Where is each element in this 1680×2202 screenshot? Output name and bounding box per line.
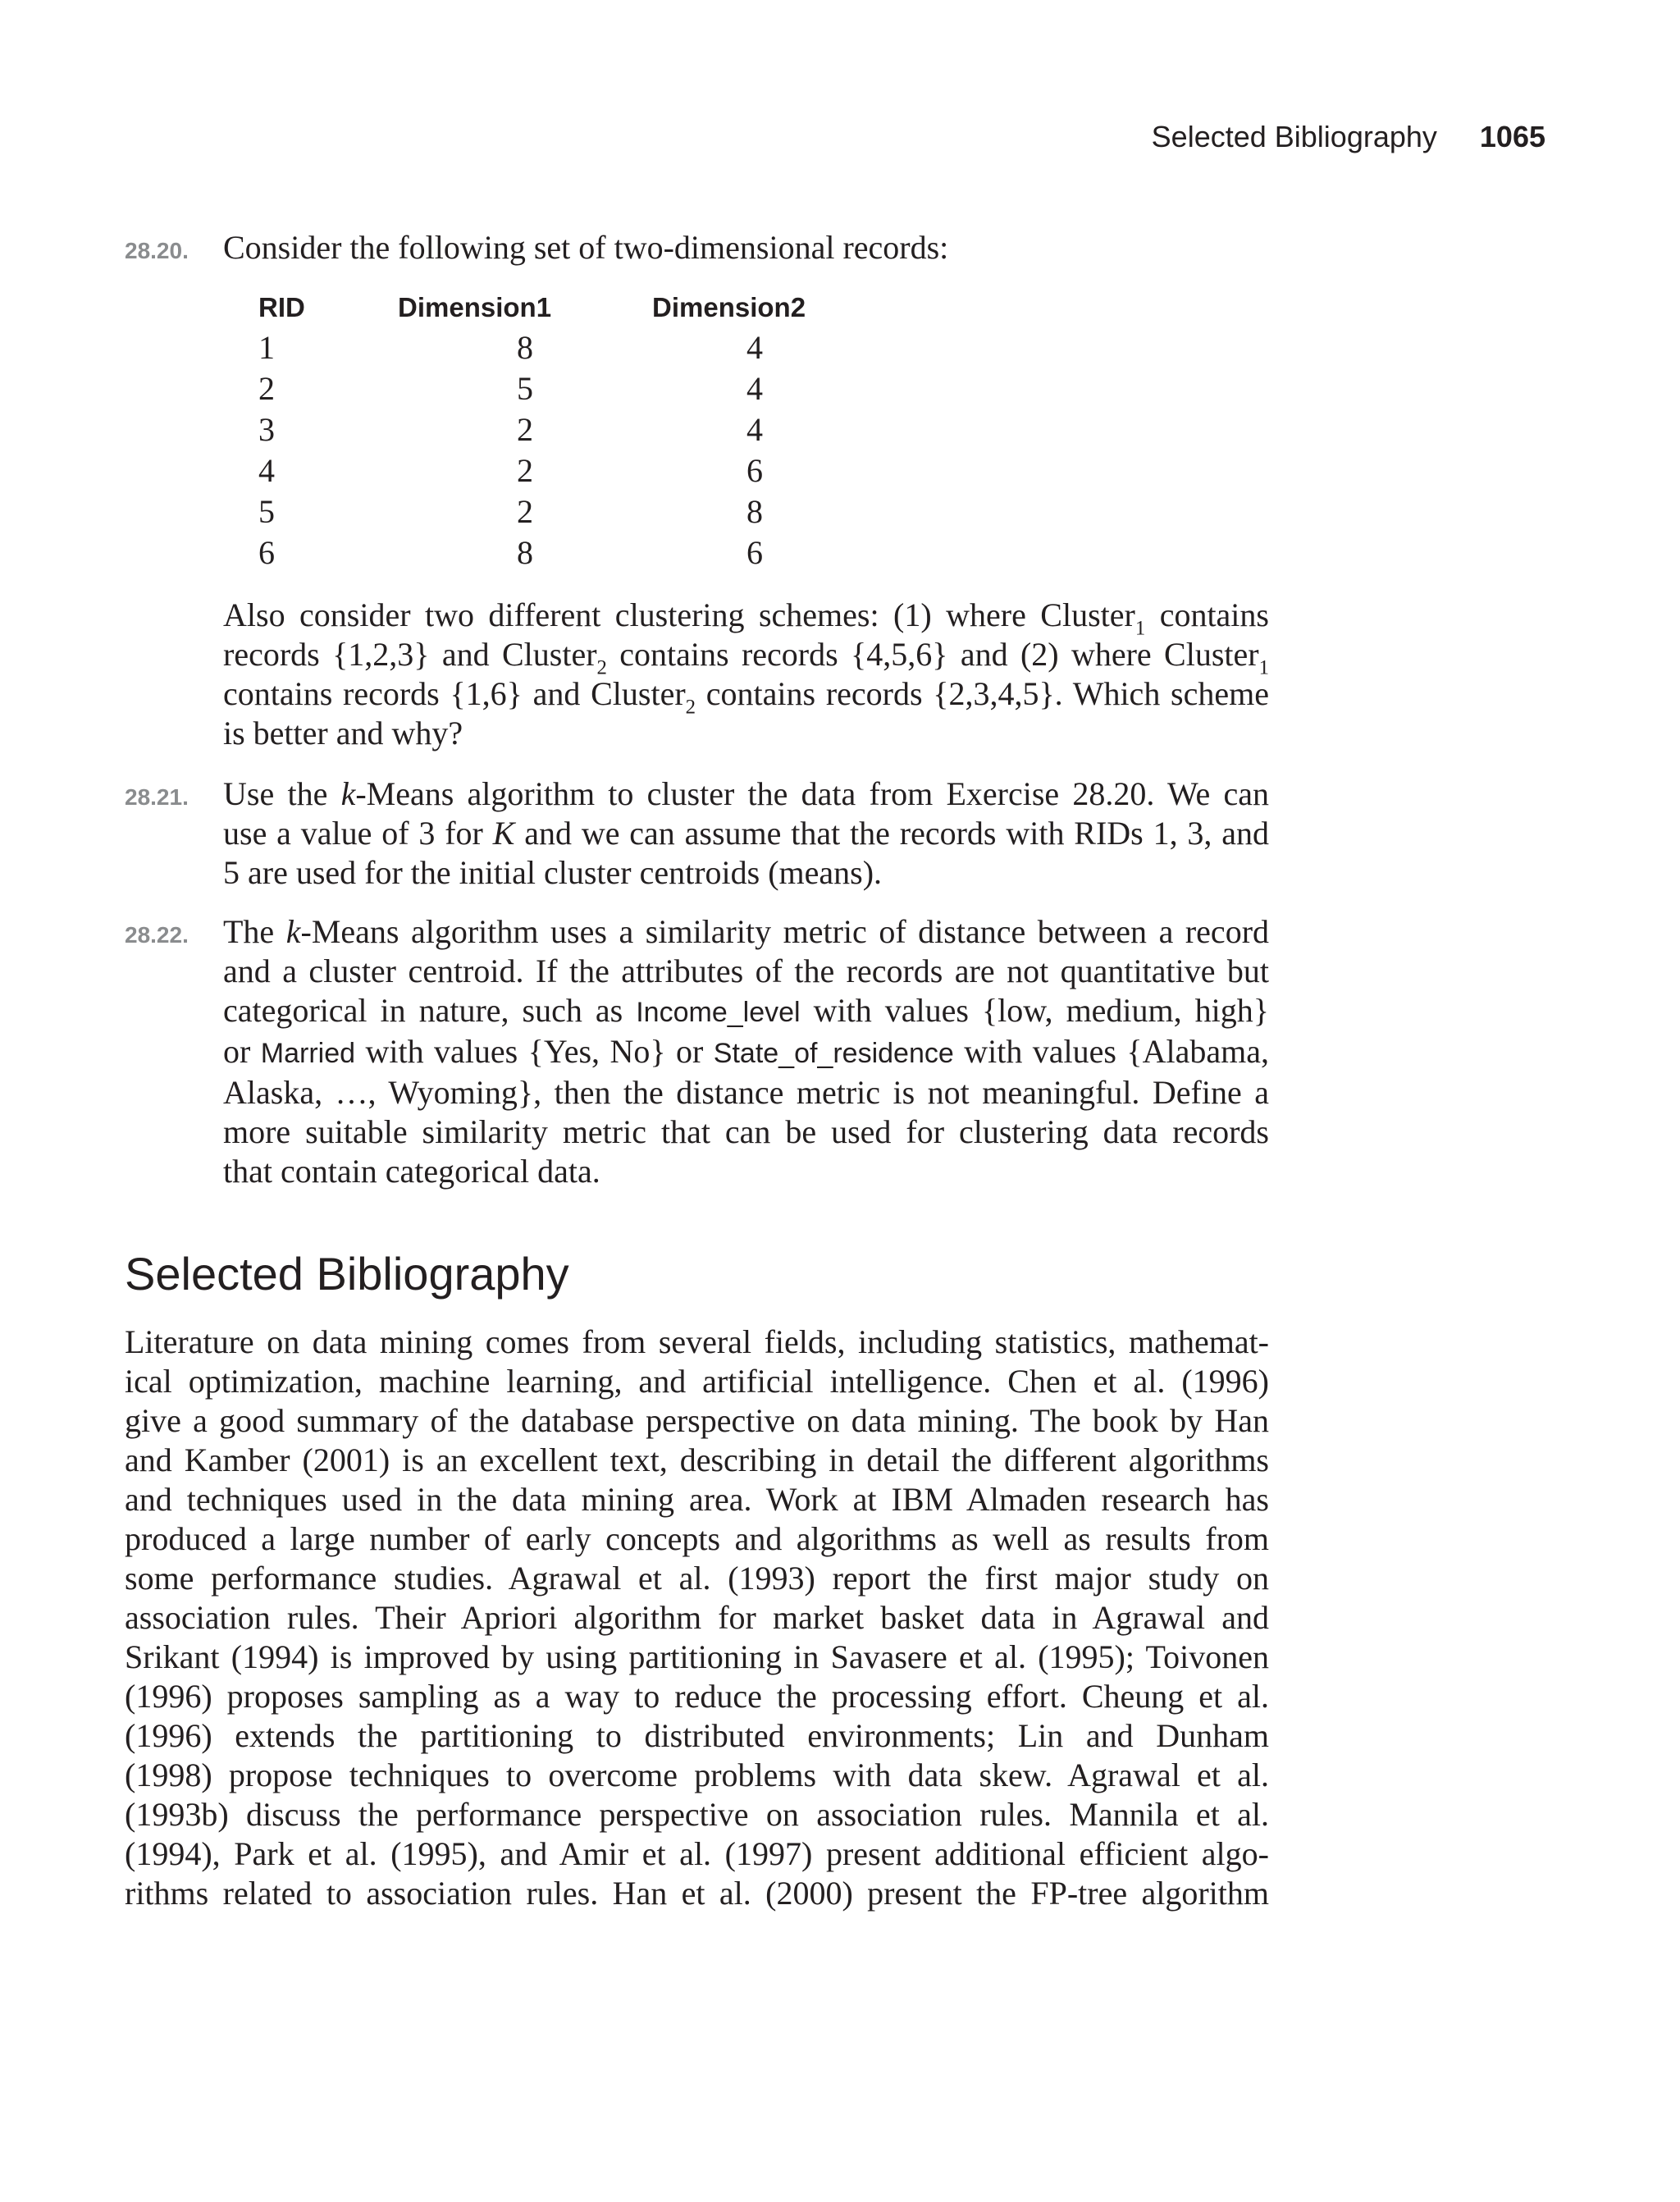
header-dimension1: Dimension1 [398, 292, 552, 322]
text-line: Literature on data mining comes from several fields, including statistics, mathemat- [125, 1323, 1269, 1360]
text-line: is better and why? [223, 715, 463, 752]
exercise-number: 28.20. [125, 238, 189, 263]
cell-dimension1: 5 [517, 369, 533, 407]
table-row [258, 450, 857, 491]
table-row [258, 532, 857, 573]
text-line [223, 991, 1269, 1032]
cell-dimension1: 8 [517, 328, 533, 366]
cell-rid: 6 [258, 533, 275, 571]
table-row [258, 491, 857, 532]
text-segment: -Means algorithm to cluster the data from Exercise 28.20. We can [355, 775, 1269, 812]
text-line: and a cluster centroid. If the attributes of the records are not quantitative but [223, 953, 1269, 989]
text-line: Srikant (1994) is improved by using partitioning in Savasere et al. (1995); Toivonen [125, 1638, 1269, 1675]
text-line: some performance studies. Agrawal et al. (1993) report the first major study on [125, 1560, 1269, 1597]
text-segment: Use the [223, 775, 341, 812]
text-line: (1996) extends the partitioning to distributed environments; Lin and Dunham [125, 1717, 1269, 1754]
italic-k: k [340, 775, 356, 812]
running-head-title: Selected Bibliography [1151, 120, 1437, 153]
header-dimension2: Dimension2 [652, 292, 806, 322]
text-segment: Also consider two different clustering schemes: (1) where Cluster [223, 596, 1135, 633]
text-line [223, 674, 1269, 719]
text-line [223, 635, 1269, 679]
cell-rid: 5 [258, 492, 275, 530]
text-line: 5 are used for the initial cluster centroids (means). [223, 854, 883, 891]
attribute-name: State_of_residence [713, 1038, 954, 1069]
text-segment: use a value of 3 for [223, 815, 493, 852]
table-row [258, 368, 857, 409]
text-segment: records {1,2,3} and Cluster [223, 636, 597, 673]
text-line: that contain categorical data. [223, 1153, 600, 1190]
exercise-number: 28.22. [125, 922, 189, 948]
text-line: rithms related to association rules. Han et al. (2000) present the FP-tree algorithm [125, 1875, 1269, 1912]
text-segment: contains records {1,6} and Cluster [223, 675, 686, 712]
subscript: 2 [685, 696, 696, 719]
text-line: produced a large number of early concepts and algorithms as well as results from [125, 1520, 1269, 1557]
text-line: Alaska, …, Wyoming}, then the distance metric is not meaningful. Define a [223, 1074, 1269, 1111]
text-line: (1994), Park et al. (1995), and Amir et al. (1997) present additional efficient algo- [125, 1835, 1269, 1872]
cell-dimension1: 2 [517, 451, 533, 489]
exercise-intro: Consider the following set of two-dimensional records: [223, 229, 949, 266]
exercise-28-20 [125, 228, 1269, 267]
text-line: give a good summary of the database perspective on data mining. The book by Han [125, 1402, 1269, 1439]
section-heading: Selected Bibliography [125, 1248, 569, 1300]
text-line: association rules. Their Apriori algorithm for market basket data in Agrawal and [125, 1599, 1269, 1636]
text-line: ical optimization, machine learning, and artificial intelligence. Chen et al. (1996) [125, 1363, 1269, 1400]
text-segment: contains [1145, 596, 1269, 633]
cell-dimension1: 2 [517, 410, 533, 448]
attribute-name: Income_level [636, 997, 801, 1028]
cell-rid: 1 [258, 328, 275, 366]
cell-dimension2: 6 [746, 451, 763, 489]
cell-dimension2: 6 [746, 533, 763, 571]
exercise-28-21 [125, 774, 1269, 893]
subscript: 1 [1134, 617, 1146, 640]
cell-dimension2: 4 [746, 369, 763, 407]
cell-dimension2: 4 [746, 328, 763, 366]
text-segment: contains records {2,3,4,5}. Which scheme [696, 675, 1269, 712]
cell-dimension2: 8 [746, 492, 763, 530]
text-line: (1996) proposes sampling as a way to reduce the processing effort. Cheung et al. [125, 1678, 1269, 1715]
italic-k: k [285, 913, 301, 950]
exercise-28-22 [125, 912, 1269, 1191]
table-row [258, 327, 857, 368]
table-header-row [258, 289, 857, 327]
text-line [223, 1032, 1269, 1073]
header-rid: RID [258, 292, 305, 322]
text-segment: with values {low, medium, high} [800, 992, 1269, 1029]
text-segment: with values {Yes, No} or [355, 1033, 714, 1070]
text-segment: contains records {4,5,6} and (2) where Cluster [606, 636, 1259, 673]
text-line: (1993b) discuss the performance perspective on association rules. Mannila et al. [125, 1796, 1269, 1833]
text-segment: -Means algorithm uses a similarity metric of distance between a record [300, 913, 1270, 950]
table-row [258, 409, 857, 450]
cell-rid: 4 [258, 451, 275, 489]
cell-dimension1: 8 [517, 533, 533, 571]
text-segment: The [223, 913, 286, 950]
cell-rid: 2 [258, 369, 275, 407]
page-number: 1065 [1479, 120, 1545, 153]
bibliography-paragraph [125, 1323, 1269, 1913]
cell-dimension2: 4 [746, 410, 763, 448]
exercise-number: 28.21. [125, 784, 189, 810]
text-line: and techniques used in the data mining area. Work at IBM Almaden research has [125, 1481, 1269, 1518]
text-segment: categorical in nature, such as [223, 992, 637, 1029]
italic-K: K [492, 815, 515, 852]
attribute-name: Married [260, 1038, 356, 1069]
text-segment: or [223, 1033, 261, 1070]
text-segment: and we can assume that the records with RIDs 1, 3, and [514, 815, 1270, 852]
text-segment: with values {Alabama, [953, 1033, 1269, 1070]
text-line: more suitable similarity metric that can be used for clustering data records [223, 1113, 1269, 1150]
cell-rid: 3 [258, 410, 275, 448]
subscript: 1 [1258, 656, 1269, 679]
records-table [258, 289, 857, 573]
subscript: 2 [596, 656, 607, 679]
cell-dimension1: 2 [517, 492, 533, 530]
exercise-28-20-question [125, 596, 1269, 753]
text-line [223, 814, 1269, 853]
text-line [223, 912, 1269, 952]
text-line: (1998) propose techniques to overcome problems with data skew. Agrawal et al. [125, 1757, 1269, 1793]
text-line [223, 774, 1269, 814]
text-line: and Kamber (2001) is an excellent text, describing in detail the different algorithms [125, 1441, 1269, 1478]
text-line [223, 596, 1269, 640]
running-head [1152, 120, 1545, 154]
